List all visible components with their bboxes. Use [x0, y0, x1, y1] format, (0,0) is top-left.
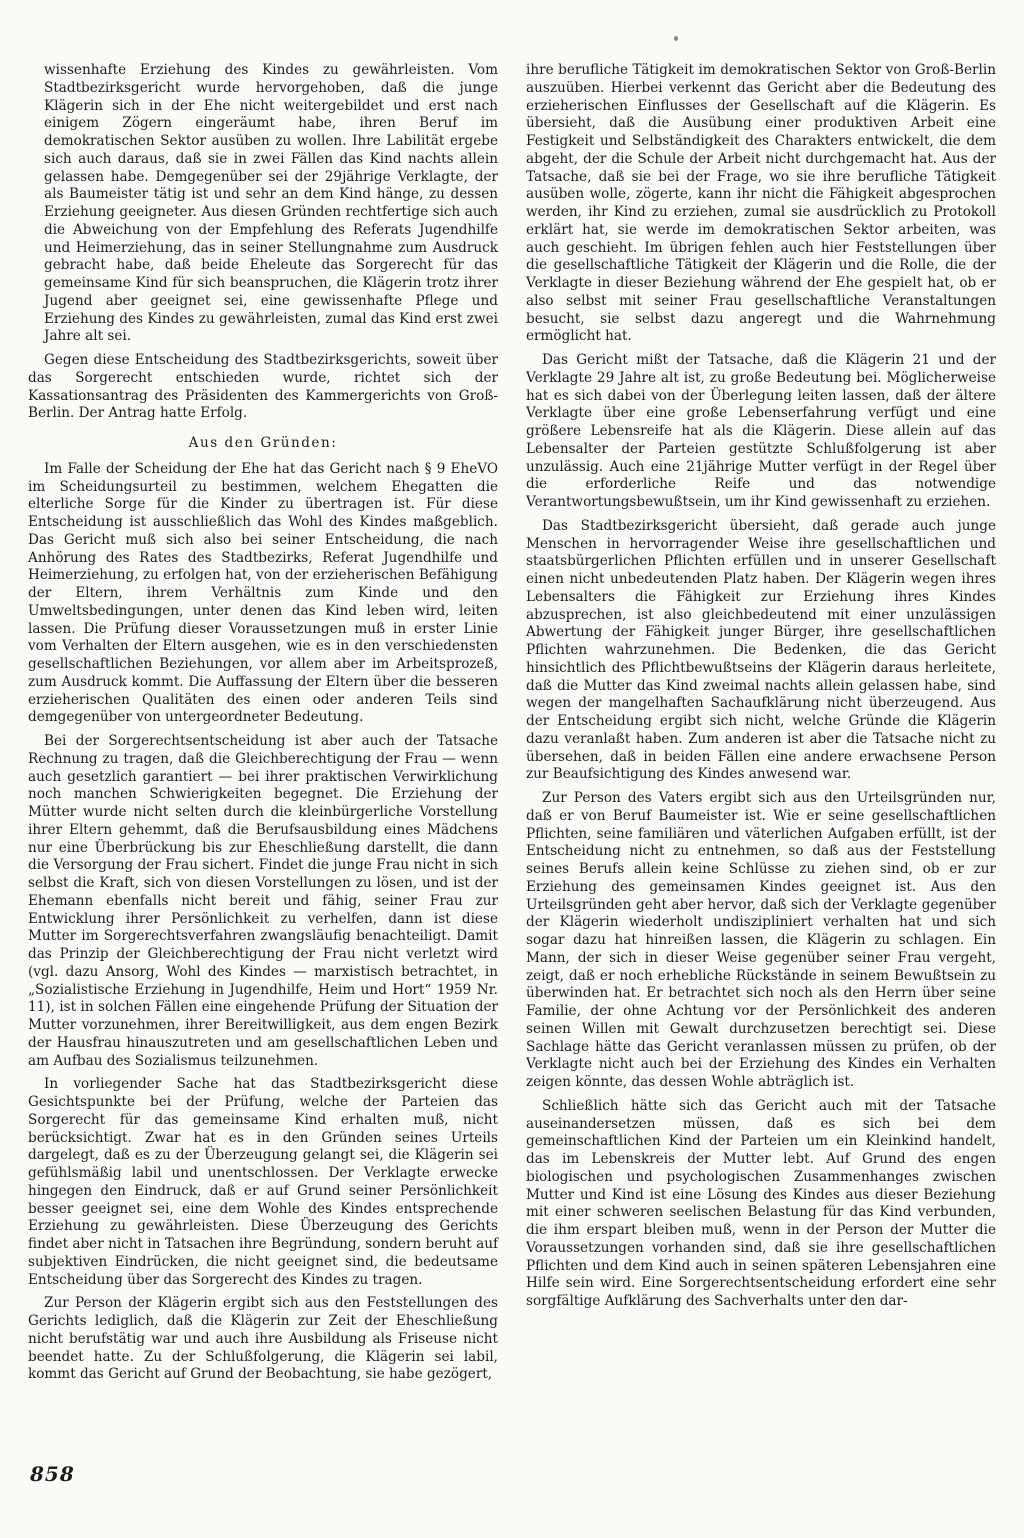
right-column: [526, 62, 996, 1390]
right-paragraph-1: ihre berufliche Tätigkeit im demokratischen Sektor von Groß-Berlin auszuüben. Hierbei verkennt das Gericht aber die Bedeutung des erzieherischen Einflusses der Gesellschaft auf die Klägerin. Es übersieht, daß die Ausübung einer produktiven Arbeit eine Festigkeit und Selbständigkeit des Charakters entwickelt, die dem abgeht, der die Schule der Arbeit nicht durchgemacht hat. Aus der Tatsache, daß sie bei der Frage, wo sie ihre berufliche Tätigkeit ausüben wolle, zögerte, kann ihr nicht die Fähigkeit abgesprochen werden, ihr Kind zu erziehen, zumal sie ausdrücklich zu Protokoll erklärt hat, sie werde im demokratischen Sektor arbeiten, was auch geschieht. Im übrigen fehlen auch hier Feststellungen über die gesellschaftliche Tätigkeit der Klägerin und die Rolle, die der Verklagte in dieser Beziehung während der Ehe gespielt hat, ob er also selbst mit seiner Frau gesellschaftliche Veranstaltungen besucht, sie selbst dazu angeregt und die Wahrnehmung ermöglicht hat.: [526, 62, 996, 345]
left-paragraph-4: Bei der Sorgerechtsentscheidung ist aber auch der Tatsache Rechnung zu tragen, daß die Gleichberechtigung der Frau — wenn auch gesetzlich garantiert — bei ihrer praktischen Verwirklichung noch manchen Schwierigkeiten begegnet. Die Erziehung der Mütter wurde nicht selten durch die kleinbürgerliche Vorstellung ihrer Eltern gehemmt, daß die Berufsausbildung eines Mädchens nur eine Überbrückung bis zur Eheschließung darstellt, die dann die Versorgung der Frau sichert. Findet die junge Frau nicht in sich selbst die Kraft, sich von diesen Vorstellungen zu lösen, und ist der Ehemann ebenfalls nicht bereit und fähig, seiner Frau zur Entwicklung ihrer Persönlichkeit zu verhelfen, dann ist diese Mutter im Sorgerechtsverfahren zwangsläufig benachteiligt. Damit das Prinzip der Gleichberechtigung der Frau nicht verletzt wird (vgl. dazu Ansorg, Wohl des Kindes — marxistisch betrachtet, in „Sozialistische Erziehung in Jugendhilfe, Heim und Hort“ 1959 Nr. 11), ist in solchen Fällen eine eingehende Prüfung der Situation der Mutter vorzunehmen, ihrer Bereitwilligkeit, aus dem engen Bezirk der Hausfrau hinauszutreten und am gesellschaftlichen Leben und am Aufbau des Sozialismus teilzunehmen.: [28, 733, 498, 1069]
right-paragraph-2: Das Gericht mißt der Tatsache, daß die Klägerin 21 und der Verklagte 29 Jahre alt ist, zu große Bedeutung bei. Möglicherweise hat es sich dabei von der Überlegung leiten lassen, daß der ältere Verklagte über eine große Lebenserfahrung verfügt und eine größere Lebensreife hat als die Klägerin. Diese allein auf das Lebensalter der Parteien gestützte Schlußfolgerung ist aber unzulässig. Auch eine 21jährige Mutter verfügt in der Regel über die erforderliche Reife und das notwendige Verantwortungsbewußtsein, um ihr Kind gewissenhaft zu erziehen.: [526, 352, 996, 510]
left-paragraph-5: In vorliegender Sache hat das Stadtbezirksgericht diese Gesichtspunkte bei der Prüfung, welche der Parteien das Sorgerecht für das gemeinsame Kind erhalten muß, nicht berücksichtigt. Zwar hat es in den Gründen seines Urteils dargelegt, daß es zu der Überzeugung gelangt sei, die Klägerin sei gefühlsmäßig labil und unentschlossen. Der Verklagte erwecke hingegen den Eindruck, daß er auf Grund seiner Persönlichkeit besser geeignet sei, eine dem Wohle des Kindes entsprechende Erziehung zu gewährleisten. Diese Überzeugung des Gerichts findet aber nicht in Tatsachen ihre Begründung, sondern beruht auf subjektiven Eindrücken, die nicht geeignet sind, die bedeutsame Entscheidung über das Sorgerecht des Kindes zu tragen.: [28, 1076, 498, 1288]
document-page: [28, 62, 996, 1390]
right-paragraph-3: Das Stadtbezirksgericht übersieht, daß gerade auch junge Menschen in hervorragender Weise ihre gesellschaftlichen und staatsbürgerlichen Pflichten erfüllen und in unserer Gesellschaft einen nicht unbedeutenden Platz haben. Der Klägerin wegen ihres Lebensalters die Fähigkeit zur Erziehung ihres Kindes abzusprechen, ist also gleichbedeutend mit einer unzulässigen Abwertung der Fähigkeit junger Bürger, ihre gesellschaftlichen Pflichten wahrzunehmen. Die Bedenken, die das Gericht hinsichtlich des Pflichtbewußtseins der Klägerin daraus herleitete, daß die Mutter das Kind zweimal nachts allein gelassen habe, sind wegen der mangelhaften Sachaufklärung nicht überzeugend. Aus der Entscheidung ergibt sich nicht, welche Gründe die Klägerin dazu veranlaßt haben. Zum anderen ist aber die Tatsache nicht zu übersehen, daß in beiden Fällen eine andere erwachsene Person zur Beaufsichtigung des Kindes anwesend war.: [526, 517, 996, 783]
left-paragraph-1: wissenhafte Erziehung des Kindes zu gewährleisten. Vom Stadtbezirksgericht wurde hervorgehoben, daß die junge Klägerin sich in der Ehe nicht weitergebildet und erst nach einigem Zögern eingeräumt habe, ihren Beruf im demokratischen Sektor ausüben zu wollen. Ihre Labilität ergebe sich auch daraus, daß sie in zwei Fällen das Kind nachts allein gelassen habe. Demgegenüber sei der 29jährige Verklagte, der als Baumeister tätig ist und sehr an dem Kind hänge, zu dessen Erziehung geeigneter. Aus diesen Gründen rechtfertige sich auch die Abweichung von der Empfehlung des Referats Jugendhilfe und Heimerziehung, das in seiner Stellungnahme zum Ausdruck gebracht habe, daß beide Eheleute das Sorgerecht für das gemeinsame Kind für sich beanspruchen, die Klägerin trotz ihrer Jugend aber geeignet sei, eine gewissenhafte Pflege und Erziehung des Kindes zu gewährleisten, zumal das Kind erst zwei Jahre alt sei.: [44, 62, 498, 345]
right-paragraph-5: Schließlich hätte sich das Gericht auch mit der Tatsache auseinandersetzen müssen, daß es sich bei dem gemeinschaftlichen Kind der Parteien um ein Kleinkind handelt, das im Lebenskreis der Mutter lebt. Auf Grund des engen biologischen und psychologischen Zusammenhanges zwischen Mutter und Kind ist eine Lösung des Kindes aus dieser Beziehung mit einer schweren seelischen Belastung für das Kind verbunden, die ihm erspart bleiben muß, wenn in der Person der Mutter die Voraussetzungen vorhanden sind, daß sie ihre gesellschaftlichen Pflichten und dem Kind auch in seinen späteren Lebensjahren eine Hilfe sein wird. Eine Sorgerechtsentscheidung erfordert eine sehr sorgfältige Aufklärung des Sachverhalts unter den dar-: [526, 1097, 996, 1309]
left-column: [28, 62, 498, 1390]
left-paragraph-3: Im Falle der Scheidung der Ehe hat das Gericht nach § 9 EheVO im Scheidungsurteil zu bestimmen, welchem Ehegatten die elterliche Sorge für die Kinder zu übertragen ist. Für diese Entscheidung ist ausschließlich das Wohl des Kindes maßgeblich. Das Gericht muß sich also bei seiner Entscheidung, die nach Anhörung des Rates des Stadtbezirks, Referat Jugendhilfe und Heimerziehung, zu erfolgen hat, von der erzieherischen Befähigung der Eltern, ihrem Verhältnis zum Kinde und den Umweltsbedingungen, unter denen das Kind leben wird, leiten lassen. Die Prüfung dieser Voraussetzungen muß in erster Linie vom Verhalten der Eltern ausgehen, wie es in den verschiedensten gesellschaftlichen Beziehungen, vor allem aber im Arbeitsprozeß, zum Ausdruck kommt. Die Auffassung der Eltern über die besseren erzieherischen Qualitäten des einen oder anderen Teils sind demgegenüber von untergeordneter Bedeutung.: [28, 460, 498, 726]
page-number: 858: [30, 1462, 75, 1486]
left-paragraph-2: Gegen diese Entscheidung des Stadtbezirksgerichts, soweit über das Sorgerecht entschieden wurde, richtet sich der Kassationsantrag des Präsidenten des Kammergerichts von Groß-Berlin. Der Antrag hatte Erfolg.: [28, 352, 498, 422]
right-paragraph-4: Zur Person des Vaters ergibt sich aus den Urteilsgründen nur, daß er von Beruf Baumeister ist. Wie er seine gesellschaftlichen Pflichten, seine familiären und väterlichen Aufgaben erfüllt, ist der Entscheidung nicht zu entnehmen, so daß aus der Feststellung seines Berufs allein keine Schlüsse zu ziehen sind, ob er zur Erziehung des gemeinsamen Kindes geeignet ist. Aus den Urteilsgründen geht aber hervor, daß sich der Verklagte gegenüber der Klägerin wiederholt undiszipliniert verhalten hat und sich sogar dazu hat hinreißen lassen, die Klägerin zu schlagen. Ein Mann, der sich in dieser Weise gegenüber seiner Frau vergeht, zeigt, daß er noch erhebliche Rückstände in seinem Bewußtsein zu überwinden hat. Er betrachtet sich noch als den Herrn über seine Familie, der ohne Achtung vor der Persönlichkeit des anderen seinen Willen mit Gewalt durchzusetzen berechtigt sei. Diese Sachlage hätte das Gericht veranlassen müssen zu prüfen, ob der Verklagte nicht auch bei der Erziehung des Kindes ein Verhalten zeigen könnte, das dessen Wohle abträglich ist.: [526, 790, 996, 1090]
section-heading: Aus den Gründen:: [188, 435, 338, 451]
scan-speck: [674, 36, 678, 41]
left-paragraph-6: Zur Person der Klägerin ergibt sich aus den Feststellungen des Gerichts lediglich, daß die Klägerin zur Zeit der Eheschließung nicht berufstätig war und auch ihre Ausbildung als Friseuse nicht beendet hatte. Zu der Schlußfolgerung, die Klägerin sei labil, kommt das Gericht auf Grund der Beobachtung, sie habe gezögert,: [28, 1295, 498, 1383]
